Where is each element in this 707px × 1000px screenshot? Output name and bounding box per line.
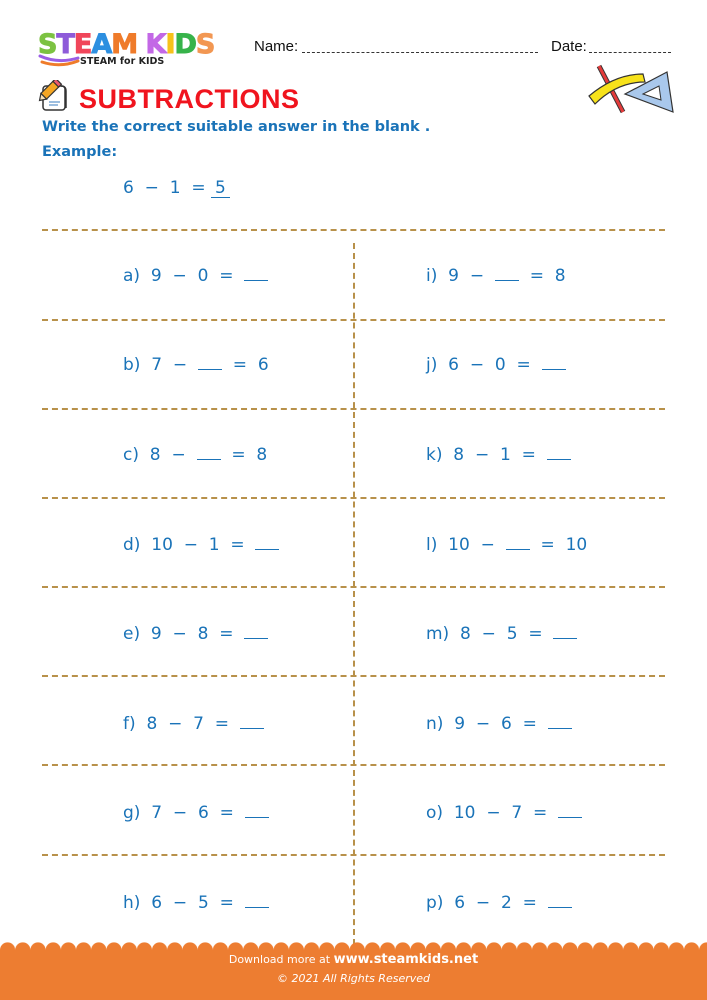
date-label: Date: (551, 38, 587, 55)
operand: 1 (169, 178, 181, 198)
equals-sign: = (529, 266, 544, 286)
column-divider (353, 243, 355, 945)
minus-operator: − (480, 535, 495, 555)
answer-blank[interactable] (245, 893, 269, 908)
answer-blank[interactable] (255, 535, 279, 550)
answer-blank[interactable] (548, 893, 572, 908)
problem-item (123, 893, 269, 913)
operand: 7 (151, 355, 163, 375)
operand: 9 (150, 624, 162, 644)
answer-blank[interactable] (198, 355, 222, 370)
problem-label: n) (426, 714, 444, 734)
minus-operator: − (486, 803, 501, 823)
minus-operator: − (172, 355, 188, 375)
problem-item (123, 445, 267, 465)
problem-item (123, 803, 269, 823)
logo-letter: T (56, 29, 74, 60)
problem-item (426, 714, 572, 734)
problem-item (123, 266, 268, 286)
operand: 8 (197, 624, 209, 644)
equals-sign: = (522, 893, 537, 913)
answer-blank[interactable] (245, 803, 269, 818)
logo-letter: I (165, 29, 175, 60)
equals-sign: = (516, 355, 531, 375)
problem-label: e) (123, 624, 141, 644)
operand: 8 (453, 445, 465, 465)
problem-label: m) (426, 624, 450, 644)
problem-item (426, 445, 571, 465)
answer-blank[interactable] (548, 714, 572, 729)
equals-sign: = (521, 445, 536, 465)
minus-operator: − (172, 893, 188, 913)
equals-sign: = (219, 624, 234, 644)
problem-label: h) (123, 893, 141, 913)
answer-blank[interactable] (553, 624, 577, 639)
operand: 6 (454, 893, 466, 913)
problem-label: i) (426, 266, 438, 286)
ruler-triangle-pencil-icon (585, 60, 675, 120)
problem-label: g) (123, 803, 141, 823)
logo-letter: A (91, 29, 112, 60)
logo-letter (137, 31, 145, 58)
problem-label: j) (426, 355, 438, 375)
problem-label: c) (123, 445, 139, 465)
equals-sign: = (232, 355, 248, 375)
logo-letter: E (73, 29, 92, 60)
operand: 9 (454, 714, 466, 734)
operand: 10 (565, 535, 588, 555)
operand: 7 (151, 803, 163, 823)
minus-operator: − (475, 893, 491, 913)
equals-sign: = (219, 893, 234, 913)
operand: 6 (123, 178, 134, 198)
problem-item (426, 266, 566, 286)
answer-blank[interactable] (197, 445, 221, 460)
operand: 7 (193, 714, 204, 734)
instructions: Write the correct suitable answer in the blank . (42, 119, 431, 135)
example-equation (123, 178, 230, 198)
site-link[interactable]: www.steamkids.net (333, 952, 479, 967)
answer-blank[interactable] (506, 535, 530, 550)
operand: 0 (494, 355, 506, 375)
minus-operator: − (168, 714, 183, 734)
problem-label: d) (123, 535, 141, 555)
operand: 6 (197, 803, 209, 823)
operand: 6 (257, 355, 269, 375)
minus-operator: − (474, 445, 490, 465)
problem-label: f) (123, 714, 136, 734)
divider (42, 229, 665, 231)
operator: − (144, 178, 159, 198)
problem-label: o) (426, 803, 444, 823)
problem-item (123, 714, 264, 734)
equals: = (191, 178, 206, 198)
problem-item (426, 803, 582, 823)
answer-blank[interactable] (495, 266, 519, 281)
footer-copyright: © 2021 All Rights Reserved (276, 972, 430, 985)
equals-sign: = (219, 266, 234, 286)
logo-subtitle: STEAM for KIDS (80, 56, 165, 67)
minus-operator: − (481, 624, 496, 644)
operand: 5 (197, 893, 209, 913)
answer-blank[interactable] (547, 445, 571, 460)
equals-sign: = (230, 535, 245, 555)
problem-label: p) (426, 893, 444, 913)
answer-blank[interactable] (542, 355, 566, 370)
equals-sign: = (533, 803, 548, 823)
answer-blank[interactable] (244, 266, 268, 281)
operand: 10 (448, 535, 470, 555)
worksheet-pencil-icon (36, 80, 70, 112)
operand: 2 (500, 893, 512, 913)
problem-item (123, 624, 268, 644)
operand: 10 (151, 535, 173, 555)
operand: 1 (500, 445, 511, 465)
download-label: Download more at (228, 953, 334, 966)
minus-operator: − (469, 266, 485, 286)
operand: 8 (149, 445, 161, 465)
operand: 6 (448, 355, 459, 375)
operand: 9 (448, 266, 459, 286)
operand: 9 (150, 266, 162, 286)
operand: 8 (256, 445, 268, 465)
problem-label: a) (123, 266, 141, 286)
answer-blank[interactable] (240, 714, 264, 729)
equals-sign: = (540, 535, 555, 555)
operand: 1 (208, 535, 220, 555)
equals-sign: = (231, 445, 246, 465)
logo-letter: M (111, 29, 138, 60)
operand: 8 (554, 266, 566, 286)
problem-item (123, 355, 269, 375)
logo-letter: S (195, 29, 215, 60)
minus-operator: − (172, 266, 187, 286)
minus-operator: − (172, 803, 188, 823)
problem-item (426, 535, 587, 555)
operand: 8 (460, 624, 471, 644)
problem-item (426, 624, 577, 644)
example-label: Example: (42, 144, 118, 160)
operand: 6 (151, 893, 163, 913)
minus-operator: − (475, 714, 491, 734)
problem-label: k) (426, 445, 443, 465)
minus-operator: − (171, 445, 186, 465)
operand: 7 (511, 803, 523, 823)
operand: 10 (453, 803, 476, 823)
name-label: Name: (254, 38, 299, 55)
equals-sign: = (522, 714, 537, 734)
problem-item (426, 355, 566, 375)
example-answer: 5 (211, 179, 230, 198)
operand: 6 (500, 714, 512, 734)
logo-letter: D (174, 29, 196, 60)
operand: 5 (506, 624, 518, 644)
name-field[interactable] (302, 52, 538, 53)
equals-sign: = (219, 803, 234, 823)
problem-item (426, 893, 572, 913)
operand: 0 (197, 266, 209, 286)
logo-swoosh-icon (38, 54, 82, 68)
problem-label: b) (123, 355, 141, 375)
answer-blank[interactable] (244, 624, 268, 639)
operand: 8 (146, 714, 158, 734)
footer-download-text (0, 952, 707, 967)
equals-sign: = (528, 624, 543, 644)
page-title: SUBTRACTIONS (79, 84, 300, 114)
date-field[interactable] (589, 52, 671, 53)
logo-letter: K (145, 29, 166, 60)
problem-item (123, 535, 279, 555)
problem-label: l) (426, 535, 438, 555)
answer-blank[interactable] (558, 803, 582, 818)
minus-operator: − (172, 624, 187, 644)
logo-letter: S (38, 29, 57, 60)
minus-operator: − (183, 535, 198, 555)
minus-operator: − (469, 355, 485, 375)
equals-sign: = (214, 714, 230, 734)
